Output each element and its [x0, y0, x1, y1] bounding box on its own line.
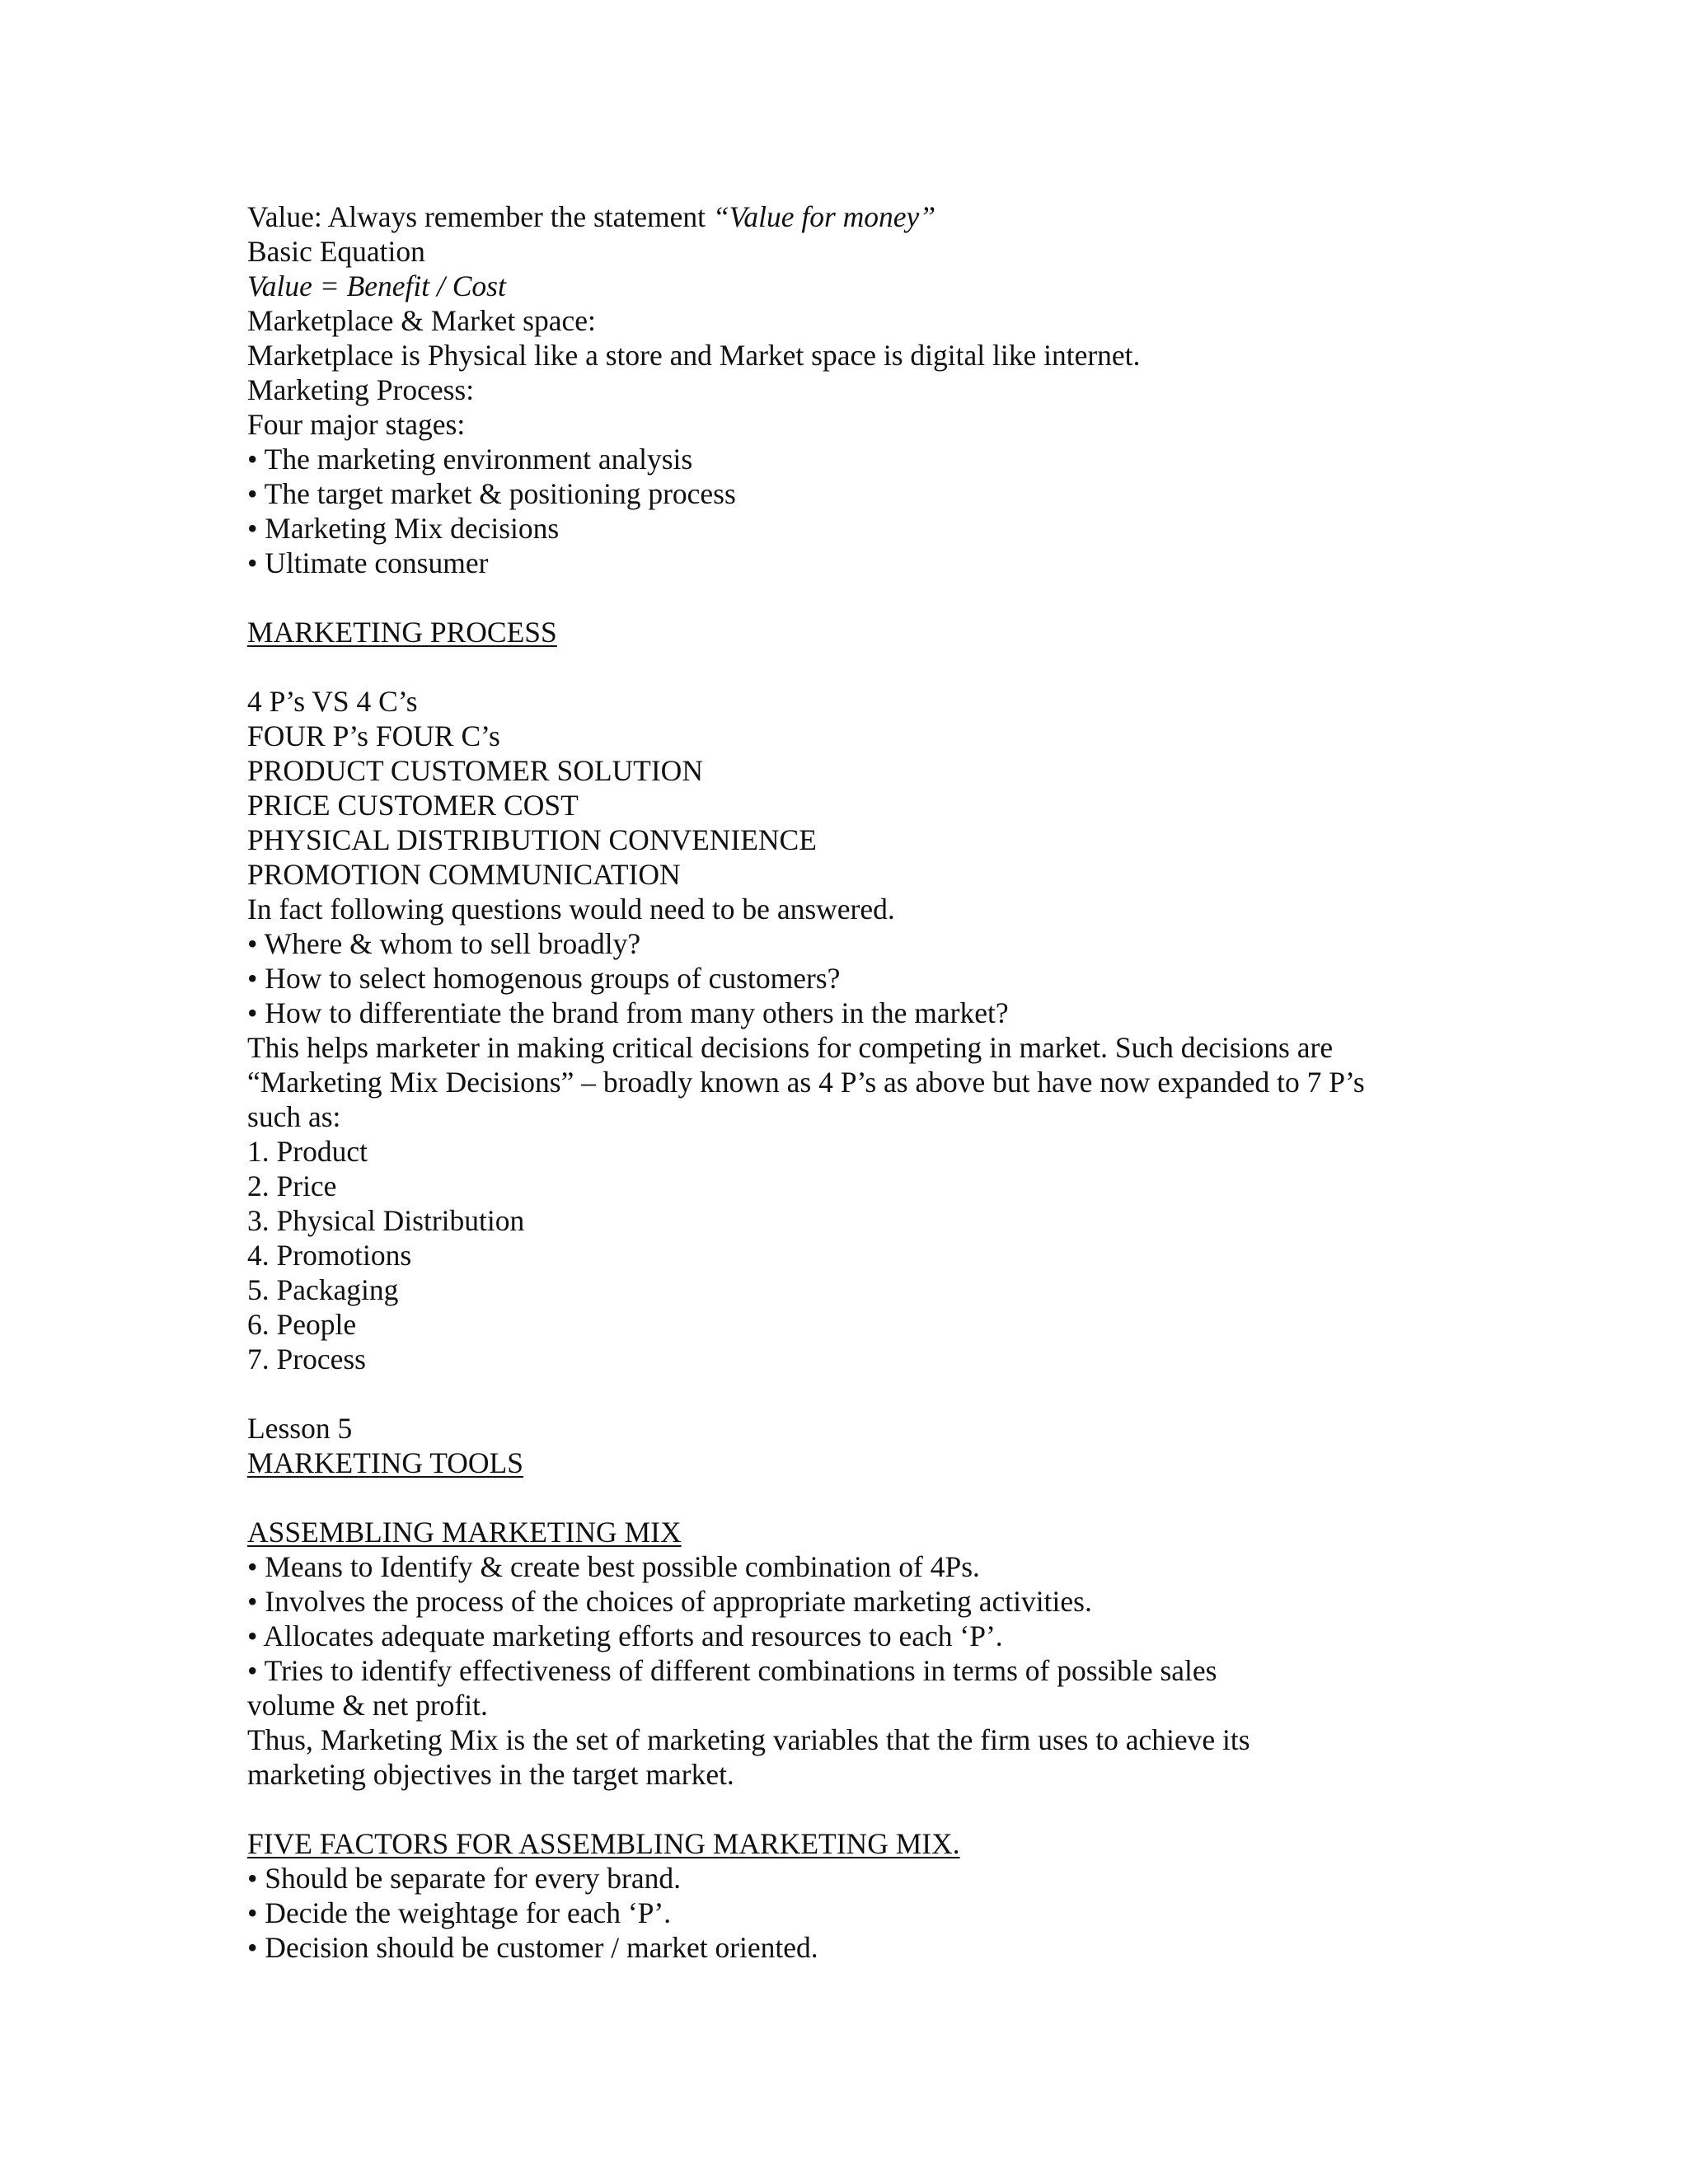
question-item: • Where & whom to sell broadly?	[247, 927, 641, 960]
five-factors-bullet: • Should be separate for every brand.	[247, 1862, 681, 1895]
seven-ps-item: 4. Promotions	[247, 1239, 412, 1272]
seven-ps-item: 3. Physical Distribution	[247, 1204, 525, 1237]
spacer	[247, 1792, 1442, 1826]
five-factors-bullet: • Decide the weightage for each ‘P’.	[247, 1896, 672, 1929]
marketing-tools-heading: MARKETING TOOLS	[247, 1446, 523, 1479]
question-item: • How to select homogenous groups of customers?	[247, 962, 841, 995]
seven-ps-item: 1. Product	[247, 1135, 368, 1168]
marketing-process-heading: MARKETING PROCESS	[247, 616, 557, 649]
comparison-row: FOUR P’s FOUR C’s	[247, 719, 500, 752]
summary-line: Thus, Marketing Mix is the set of marketing variables that the firm uses to achieve its	[247, 1723, 1250, 1756]
basic-equation-label: Basic Equation	[247, 235, 425, 268]
stage-item: • The target market & positioning process	[247, 477, 736, 510]
stage-item: • The marketing environment analysis	[247, 443, 693, 476]
questions-intro: In fact following questions would need to be answered.	[247, 893, 895, 926]
value-equation: Value = Benefit / Cost	[247, 269, 506, 302]
assembling-bullet-continuation: volume & net profit.	[247, 1689, 488, 1722]
paragraph-line: such as:	[247, 1100, 341, 1133]
seven-ps-item: 5. Packaging	[247, 1273, 399, 1306]
five-factors-bullet: • Decision should be customer / market oriented.	[247, 1931, 818, 1964]
comparison-row: PRICE CUSTOMER COST	[247, 789, 579, 822]
assembling-bullet: • Tries to identify effectiveness of different combinations in terms of possible sales	[247, 1654, 1217, 1687]
lesson-label: Lesson 5	[247, 1412, 353, 1445]
comparison-title: 4 P’s VS 4 C’s	[247, 685, 418, 718]
document-body	[247, 199, 1442, 1965]
value-line	[247, 199, 1442, 234]
assembling-bullet: • Allocates adequate marketing efforts and resources to each ‘P’.	[247, 1619, 1003, 1652]
spacer	[247, 1376, 1442, 1411]
value-quote: “Value for money”	[712, 200, 936, 233]
comparison-row: PHYSICAL DISTRIBUTION CONVENIENCE	[247, 823, 817, 856]
marketplace-heading: Marketplace & Market space:	[247, 304, 596, 337]
spacer	[247, 649, 1442, 684]
spacer	[247, 580, 1442, 615]
stage-item: • Marketing Mix decisions	[247, 512, 560, 545]
question-item: • How to differentiate the brand from many others in the market?	[247, 996, 1009, 1029]
assembling-bullet: • Involves the process of the choices of appropriate marketing activities.	[247, 1585, 1092, 1618]
paragraph-line: This helps marketer in making critical decisions for competing in market. Such decisions are	[247, 1031, 1334, 1064]
seven-ps-item: 2. Price	[247, 1169, 337, 1202]
seven-ps-item: 7. Process	[247, 1343, 366, 1376]
summary-line: marketing objectives in the target market.	[247, 1758, 734, 1791]
comparison-row: PRODUCT CUSTOMER SOLUTION	[247, 754, 703, 787]
assembling-heading: ASSEMBLING MARKETING MIX	[247, 1516, 682, 1549]
process-heading: Marketing Process:	[247, 373, 475, 406]
value-prefix: Value: Always remember the statement	[247, 200, 713, 233]
five-factors-heading: FIVE FACTORS FOR ASSEMBLING MARKETING MIX.	[247, 1827, 960, 1860]
seven-ps-item: 6. People	[247, 1308, 357, 1341]
marketplace-text: Marketplace is Physical like a store and Market space is digital like internet.	[247, 339, 1141, 372]
assembling-bullet: • Means to Identify & create best possible combination of 4Ps.	[247, 1550, 980, 1583]
stage-item: • Ultimate consumer	[247, 546, 489, 579]
paragraph-line: “Marketing Mix Decisions” – broadly known as 4 P’s as above but have now expanded to 7 P’s	[247, 1066, 1365, 1099]
spacer	[247, 1480, 1442, 1515]
comparison-row: PROMOTION COMMUNICATION	[247, 858, 681, 891]
stages-heading: Four major stages:	[247, 408, 466, 441]
